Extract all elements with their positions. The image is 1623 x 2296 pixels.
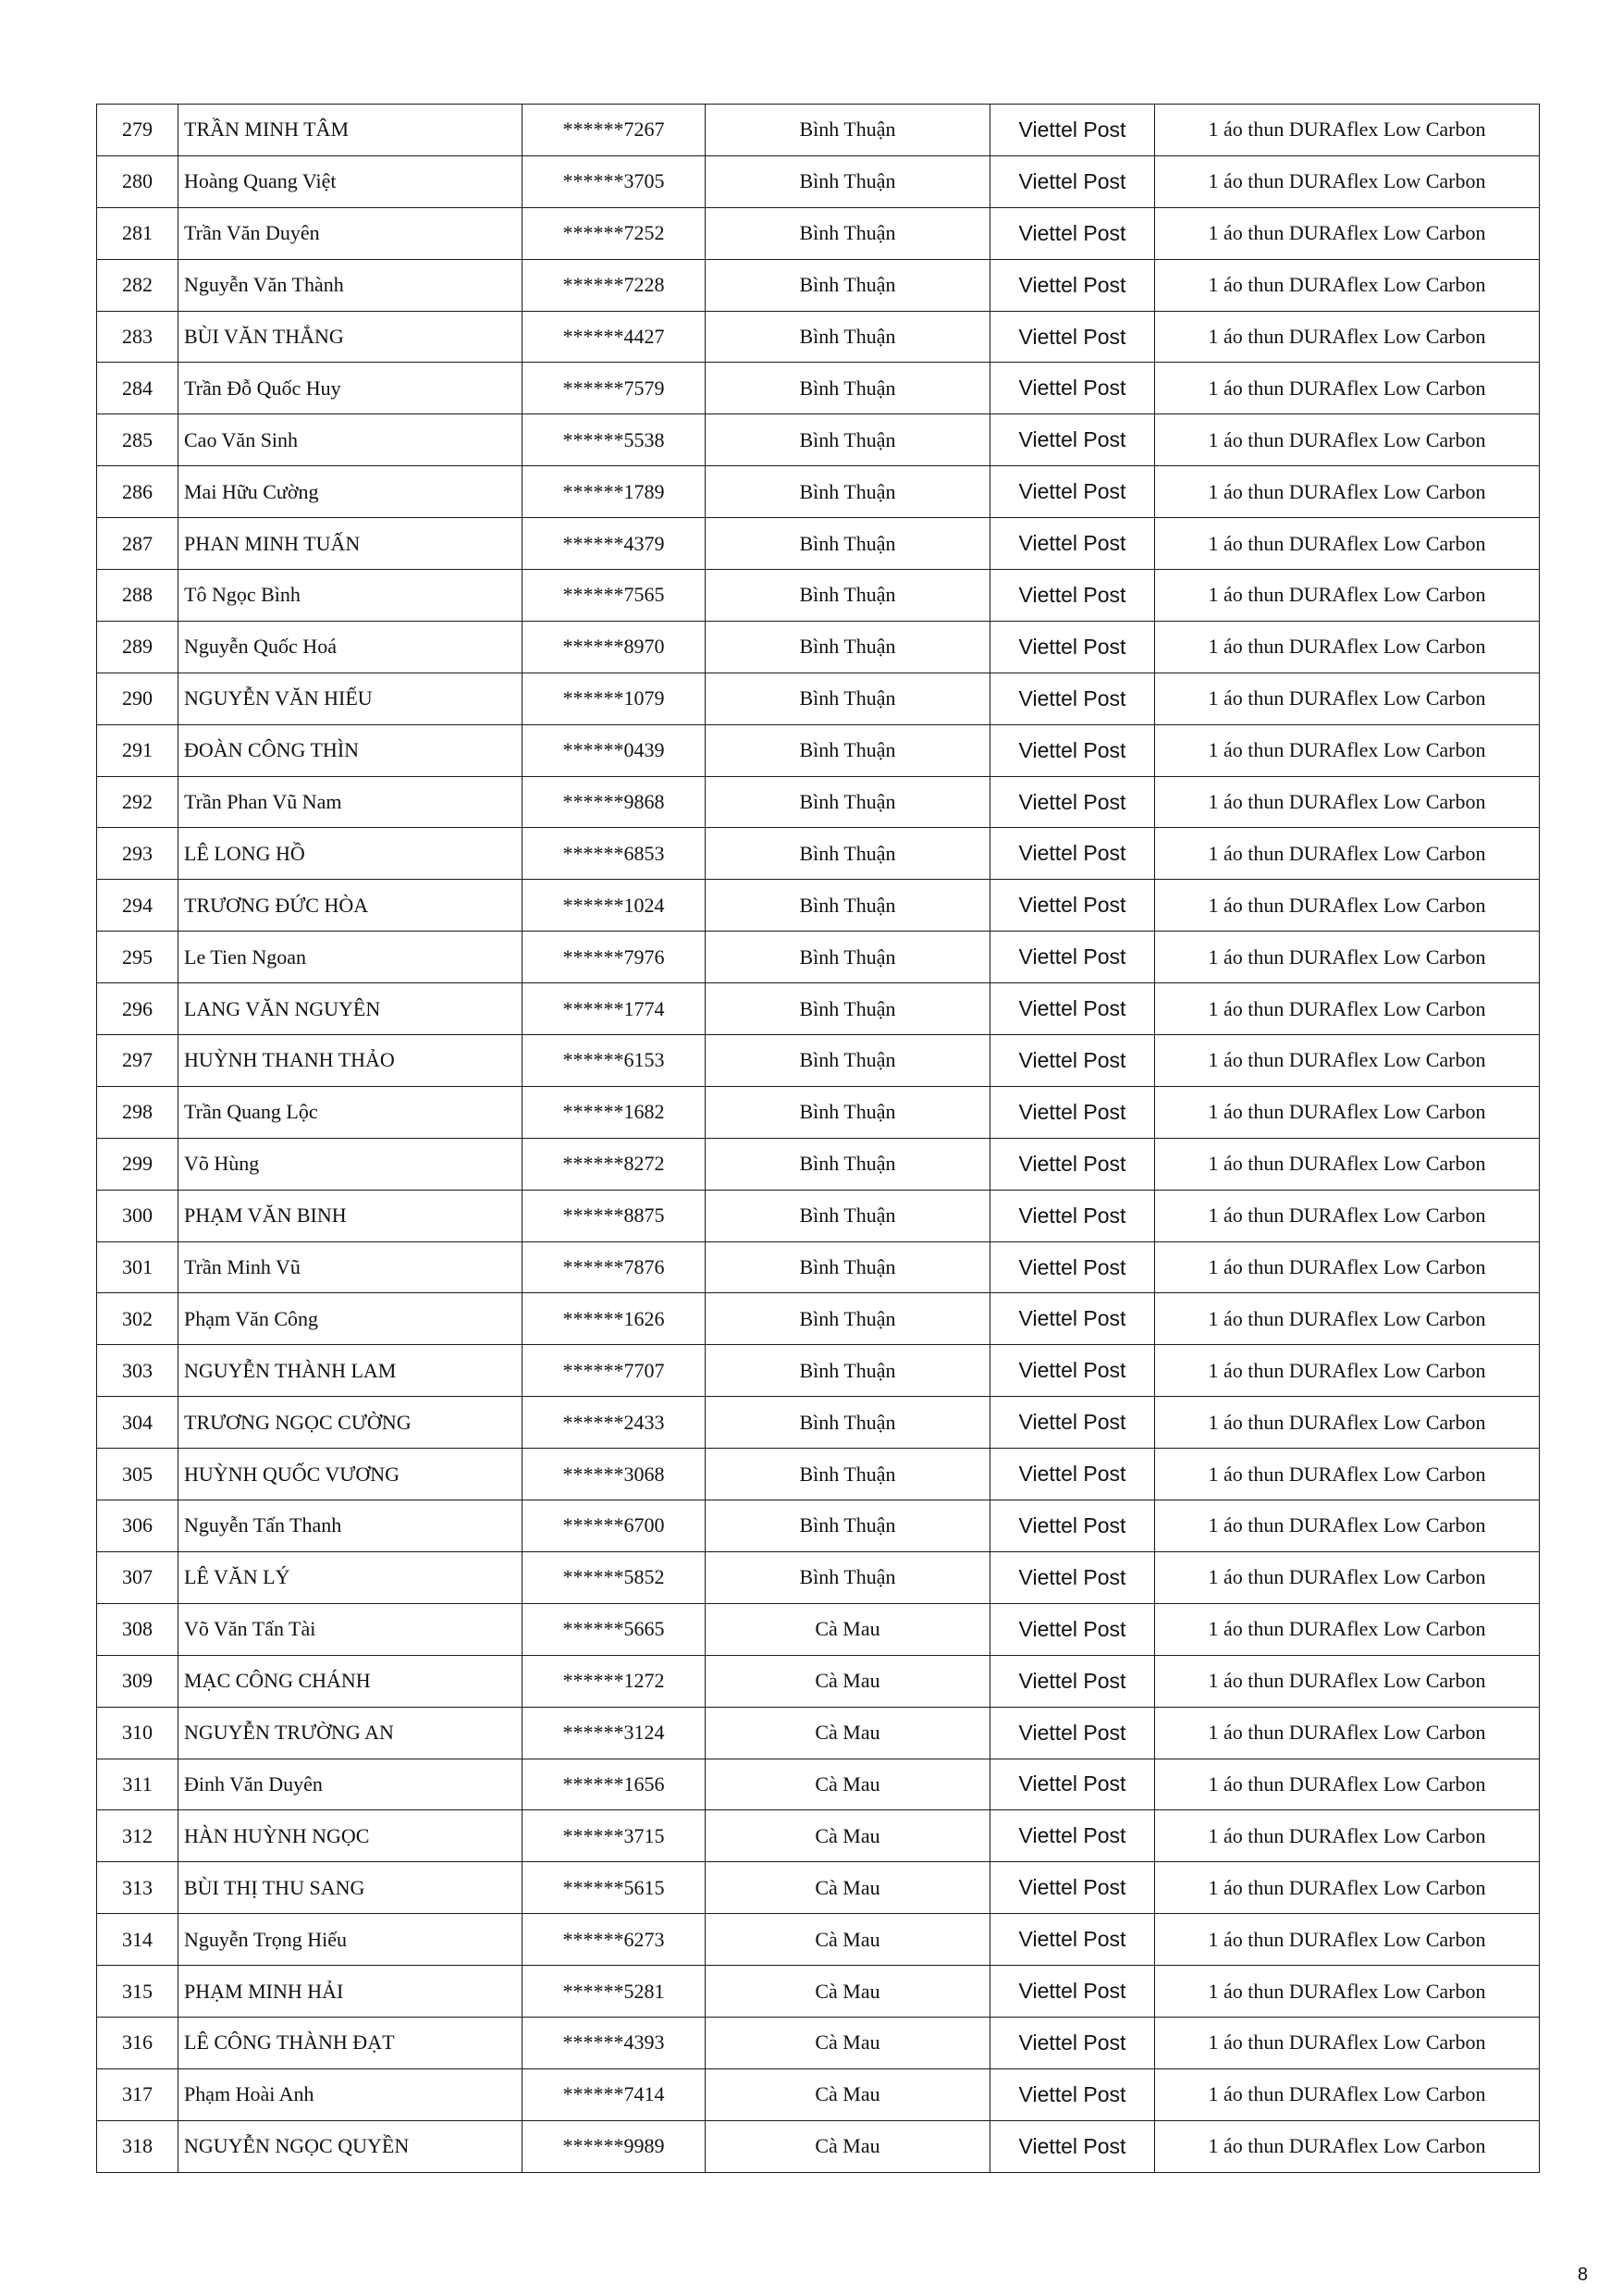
shipping-carrier: Viettel Post — [990, 518, 1155, 570]
province: Bình Thuận — [706, 776, 990, 828]
winners-table-body — [97, 105, 1540, 2173]
prize: 1 áo thun DURAflex Low Carbon — [1155, 1551, 1540, 1603]
shipping-carrier: Viettel Post — [990, 776, 1155, 828]
row-number: 307 — [97, 1551, 178, 1603]
table-row — [97, 2068, 1540, 2120]
province: Bình Thuận — [706, 1035, 990, 1087]
winner-name: Nguyễn Trọng Hiếu — [178, 1914, 523, 1966]
province: Bình Thuận — [706, 105, 990, 156]
masked-phone: ******9989 — [523, 2120, 706, 2172]
prize: 1 áo thun DURAflex Low Carbon — [1155, 1241, 1540, 1293]
row-number: 300 — [97, 1190, 178, 1241]
table-row — [97, 1345, 1540, 1397]
row-number: 294 — [97, 880, 178, 932]
shipping-carrier: Viettel Post — [990, 1500, 1155, 1552]
winner-name: MẠC CÔNG CHÁNH — [178, 1655, 523, 1707]
province: Bình Thuận — [706, 518, 990, 570]
table-row — [97, 1397, 1540, 1449]
province: Cà Mau — [706, 1603, 990, 1655]
winner-name: Le Tien Ngoan — [178, 932, 523, 983]
prize: 1 áo thun DURAflex Low Carbon — [1155, 155, 1540, 207]
table-row — [97, 776, 1540, 828]
table-row — [97, 1190, 1540, 1241]
shipping-carrier: Viettel Post — [990, 724, 1155, 776]
table-row — [97, 259, 1540, 311]
winner-name: Trần Đỗ Quốc Huy — [178, 363, 523, 414]
masked-phone: ******7976 — [523, 932, 706, 983]
masked-phone: ******4393 — [523, 2017, 706, 2068]
province: Bình Thuận — [706, 414, 990, 466]
winner-name: NGUYỄN THÀNH LAM — [178, 1345, 523, 1397]
prize: 1 áo thun DURAflex Low Carbon — [1155, 1190, 1540, 1241]
table-row — [97, 207, 1540, 259]
province: Bình Thuận — [706, 1500, 990, 1552]
shipping-carrier: Viettel Post — [990, 1293, 1155, 1345]
table-row — [97, 311, 1540, 363]
table-row — [97, 1086, 1540, 1138]
winner-name: HUỲNH QUỐC VƯƠNG — [178, 1449, 523, 1500]
row-number: 308 — [97, 1603, 178, 1655]
winner-name: TRƯƠNG NGỌC CƯỜNG — [178, 1397, 523, 1449]
row-number: 281 — [97, 207, 178, 259]
province: Bình Thuận — [706, 311, 990, 363]
winner-name: LANG VĂN NGUYÊN — [178, 983, 523, 1035]
row-number: 309 — [97, 1655, 178, 1707]
prize: 1 áo thun DURAflex Low Carbon — [1155, 1397, 1540, 1449]
shipping-carrier: Viettel Post — [990, 1190, 1155, 1241]
prize: 1 áo thun DURAflex Low Carbon — [1155, 1345, 1540, 1397]
masked-phone: ******6273 — [523, 1914, 706, 1966]
winner-name: ĐOÀN CÔNG THÌN — [178, 724, 523, 776]
table-row — [97, 2120, 1540, 2172]
province: Cà Mau — [706, 2068, 990, 2120]
province: Bình Thuận — [706, 259, 990, 311]
province: Bình Thuận — [706, 570, 990, 622]
table-row — [97, 1241, 1540, 1293]
prize: 1 áo thun DURAflex Low Carbon — [1155, 466, 1540, 518]
masked-phone: ******3715 — [523, 1810, 706, 1862]
row-number: 295 — [97, 932, 178, 983]
winner-name: HUỲNH THANH THẢO — [178, 1035, 523, 1087]
province: Bình Thuận — [706, 1449, 990, 1500]
shipping-carrier: Viettel Post — [990, 1707, 1155, 1759]
masked-phone: ******5852 — [523, 1551, 706, 1603]
shipping-carrier: Viettel Post — [990, 621, 1155, 673]
winner-name: Phạm Văn Công — [178, 1293, 523, 1345]
row-number: 313 — [97, 1862, 178, 1914]
shipping-carrier: Viettel Post — [990, 983, 1155, 1035]
masked-phone: ******9868 — [523, 776, 706, 828]
row-number: 283 — [97, 311, 178, 363]
province: Bình Thuận — [706, 1241, 990, 1293]
row-number: 293 — [97, 828, 178, 880]
row-number: 304 — [97, 1397, 178, 1449]
table-row — [97, 414, 1540, 466]
table-row — [97, 1449, 1540, 1500]
masked-phone: ******5665 — [523, 1603, 706, 1655]
table-row — [97, 724, 1540, 776]
winner-name: Trần Văn Duyên — [178, 207, 523, 259]
winner-name: LÊ LONG HỒ — [178, 828, 523, 880]
winner-name: Võ Hùng — [178, 1138, 523, 1190]
province: Bình Thuận — [706, 828, 990, 880]
province: Bình Thuận — [706, 880, 990, 932]
province: Bình Thuận — [706, 1086, 990, 1138]
masked-phone: ******1774 — [523, 983, 706, 1035]
province: Bình Thuận — [706, 363, 990, 414]
masked-phone: ******7267 — [523, 105, 706, 156]
prize: 1 áo thun DURAflex Low Carbon — [1155, 2017, 1540, 2068]
masked-phone: ******4379 — [523, 518, 706, 570]
province: Cà Mau — [706, 1966, 990, 2018]
province: Cà Mau — [706, 1810, 990, 1862]
winner-name: HÀN HUỲNH NGỌC — [178, 1810, 523, 1862]
table-row — [97, 673, 1540, 724]
province: Bình Thuận — [706, 1293, 990, 1345]
masked-phone: ******3705 — [523, 155, 706, 207]
table-row — [97, 466, 1540, 518]
winner-name: Võ Văn Tấn Tài — [178, 1603, 523, 1655]
province: Bình Thuận — [706, 466, 990, 518]
row-number: 299 — [97, 1138, 178, 1190]
prize: 1 áo thun DURAflex Low Carbon — [1155, 1086, 1540, 1138]
winner-name: Nguyễn Tấn Thanh — [178, 1500, 523, 1552]
prize: 1 áo thun DURAflex Low Carbon — [1155, 724, 1540, 776]
page-number: 8 — [1577, 2265, 1588, 2285]
prize: 1 áo thun DURAflex Low Carbon — [1155, 518, 1540, 570]
shipping-carrier: Viettel Post — [990, 1914, 1155, 1966]
row-number: 301 — [97, 1241, 178, 1293]
row-number: 311 — [97, 1759, 178, 1810]
province: Bình Thuận — [706, 1551, 990, 1603]
prize: 1 áo thun DURAflex Low Carbon — [1155, 621, 1540, 673]
winner-name: NGUYỄN TRƯỜNG AN — [178, 1707, 523, 1759]
province: Cà Mau — [706, 2017, 990, 2068]
shipping-carrier: Viettel Post — [990, 828, 1155, 880]
winner-name: PHAN MINH TUẤN — [178, 518, 523, 570]
shipping-carrier: Viettel Post — [990, 1603, 1155, 1655]
masked-phone: ******8970 — [523, 621, 706, 673]
shipping-carrier: Viettel Post — [990, 1345, 1155, 1397]
shipping-carrier: Viettel Post — [990, 1138, 1155, 1190]
prize: 1 áo thun DURAflex Low Carbon — [1155, 1603, 1540, 1655]
shipping-carrier: Viettel Post — [990, 2017, 1155, 2068]
shipping-carrier: Viettel Post — [990, 880, 1155, 932]
row-number: 306 — [97, 1500, 178, 1552]
row-number: 302 — [97, 1293, 178, 1345]
shipping-carrier: Viettel Post — [990, 259, 1155, 311]
province: Cà Mau — [706, 1914, 990, 1966]
shipping-carrier: Viettel Post — [990, 2120, 1155, 2172]
masked-phone: ******7228 — [523, 259, 706, 311]
shipping-carrier: Viettel Post — [990, 414, 1155, 466]
province: Cà Mau — [706, 1862, 990, 1914]
masked-phone: ******6153 — [523, 1035, 706, 1087]
table-row — [97, 1707, 1540, 1759]
prize: 1 áo thun DURAflex Low Carbon — [1155, 1862, 1540, 1914]
masked-phone: ******7414 — [523, 2068, 706, 2120]
prize: 1 áo thun DURAflex Low Carbon — [1155, 414, 1540, 466]
winner-name: Hoàng Quang Việt — [178, 155, 523, 207]
province: Cà Mau — [706, 1759, 990, 1810]
prize: 1 áo thun DURAflex Low Carbon — [1155, 1655, 1540, 1707]
shipping-carrier: Viettel Post — [990, 1449, 1155, 1500]
table-row — [97, 105, 1540, 156]
winner-name: Mai Hữu Cường — [178, 466, 523, 518]
masked-phone: ******1789 — [523, 466, 706, 518]
prize: 1 áo thun DURAflex Low Carbon — [1155, 828, 1540, 880]
row-number: 287 — [97, 518, 178, 570]
winner-name: Trần Phan Vũ Nam — [178, 776, 523, 828]
row-number: 317 — [97, 2068, 178, 2120]
shipping-carrier: Viettel Post — [990, 311, 1155, 363]
masked-phone: ******1682 — [523, 1086, 706, 1138]
shipping-carrier: Viettel Post — [990, 155, 1155, 207]
province: Bình Thuận — [706, 932, 990, 983]
masked-phone: ******5538 — [523, 414, 706, 466]
winner-name: NGUYỄN NGỌC QUYỀN — [178, 2120, 523, 2172]
winner-name: BÙI THỊ THU SANG — [178, 1862, 523, 1914]
masked-phone: ******3068 — [523, 1449, 706, 1500]
province: Cà Mau — [706, 2120, 990, 2172]
shipping-carrier: Viettel Post — [990, 1035, 1155, 1087]
prize: 1 áo thun DURAflex Low Carbon — [1155, 983, 1540, 1035]
shipping-carrier: Viettel Post — [990, 570, 1155, 622]
masked-phone: ******3124 — [523, 1707, 706, 1759]
shipping-carrier: Viettel Post — [990, 1655, 1155, 1707]
table-row — [97, 1603, 1540, 1655]
prize: 1 áo thun DURAflex Low Carbon — [1155, 1810, 1540, 1862]
row-number: 285 — [97, 414, 178, 466]
winner-name: Nguyễn Văn Thành — [178, 259, 523, 311]
winner-name: NGUYỄN VĂN HIẾU — [178, 673, 523, 724]
row-number: 280 — [97, 155, 178, 207]
shipping-carrier: Viettel Post — [990, 1551, 1155, 1603]
prize: 1 áo thun DURAflex Low Carbon — [1155, 1966, 1540, 2018]
masked-phone: ******7579 — [523, 363, 706, 414]
prize: 1 áo thun DURAflex Low Carbon — [1155, 1138, 1540, 1190]
row-number: 297 — [97, 1035, 178, 1087]
masked-phone: ******1656 — [523, 1759, 706, 1810]
table-row — [97, 621, 1540, 673]
row-number: 315 — [97, 1966, 178, 2018]
prize: 1 áo thun DURAflex Low Carbon — [1155, 1759, 1540, 1810]
shipping-carrier: Viettel Post — [990, 207, 1155, 259]
masked-phone: ******1272 — [523, 1655, 706, 1707]
province: Bình Thuận — [706, 673, 990, 724]
row-number: 312 — [97, 1810, 178, 1862]
table-row — [97, 828, 1540, 880]
row-number: 291 — [97, 724, 178, 776]
row-number: 279 — [97, 105, 178, 156]
winner-name: LÊ CÔNG THÀNH ĐẠT — [178, 2017, 523, 2068]
table-row — [97, 570, 1540, 622]
table-row — [97, 983, 1540, 1035]
prize: 1 áo thun DURAflex Low Carbon — [1155, 1449, 1540, 1500]
table-row — [97, 518, 1540, 570]
province: Bình Thuận — [706, 1190, 990, 1241]
winner-name: Đinh Văn Duyên — [178, 1759, 523, 1810]
prize: 1 áo thun DURAflex Low Carbon — [1155, 1914, 1540, 1966]
shipping-carrier: Viettel Post — [990, 105, 1155, 156]
row-number: 286 — [97, 466, 178, 518]
prize: 1 áo thun DURAflex Low Carbon — [1155, 570, 1540, 622]
prize: 1 áo thun DURAflex Low Carbon — [1155, 880, 1540, 932]
winner-name: Cao Văn Sinh — [178, 414, 523, 466]
prize: 1 áo thun DURAflex Low Carbon — [1155, 1707, 1540, 1759]
shipping-carrier: Viettel Post — [990, 1086, 1155, 1138]
prize: 1 áo thun DURAflex Low Carbon — [1155, 311, 1540, 363]
winner-name: LÊ VĂN LÝ — [178, 1551, 523, 1603]
province: Bình Thuận — [706, 155, 990, 207]
prize: 1 áo thun DURAflex Low Carbon — [1155, 1293, 1540, 1345]
row-number: 288 — [97, 570, 178, 622]
province: Cà Mau — [706, 1655, 990, 1707]
table-row — [97, 1138, 1540, 1190]
table-row — [97, 363, 1540, 414]
province: Bình Thuận — [706, 1345, 990, 1397]
shipping-carrier: Viettel Post — [990, 1759, 1155, 1810]
table-row — [97, 1862, 1540, 1914]
table-row — [97, 1035, 1540, 1087]
prize: 1 áo thun DURAflex Low Carbon — [1155, 1035, 1540, 1087]
province: Bình Thuận — [706, 724, 990, 776]
masked-phone: ******0439 — [523, 724, 706, 776]
table-row — [97, 2017, 1540, 2068]
masked-phone: ******7876 — [523, 1241, 706, 1293]
row-number: 290 — [97, 673, 178, 724]
prize: 1 áo thun DURAflex Low Carbon — [1155, 207, 1540, 259]
table-row — [97, 1966, 1540, 2018]
masked-phone: ******1024 — [523, 880, 706, 932]
table-row — [97, 1500, 1540, 1552]
province: Bình Thuận — [706, 207, 990, 259]
winner-name: Phạm Hoài Anh — [178, 2068, 523, 2120]
row-number: 289 — [97, 621, 178, 673]
prize: 1 áo thun DURAflex Low Carbon — [1155, 2068, 1540, 2120]
province: Bình Thuận — [706, 1397, 990, 1449]
shipping-carrier: Viettel Post — [990, 1810, 1155, 1862]
row-number: 314 — [97, 1914, 178, 1966]
row-number: 310 — [97, 1707, 178, 1759]
masked-phone: ******7707 — [523, 1345, 706, 1397]
prize: 1 áo thun DURAflex Low Carbon — [1155, 673, 1540, 724]
prize: 1 áo thun DURAflex Low Carbon — [1155, 259, 1540, 311]
winner-name: TRƯƠNG ĐỨC HÒA — [178, 880, 523, 932]
masked-phone: ******5281 — [523, 1966, 706, 2018]
prize: 1 áo thun DURAflex Low Carbon — [1155, 363, 1540, 414]
table-row — [97, 1759, 1540, 1810]
row-number: 318 — [97, 2120, 178, 2172]
row-number: 292 — [97, 776, 178, 828]
shipping-carrier: Viettel Post — [990, 1397, 1155, 1449]
masked-phone: ******6853 — [523, 828, 706, 880]
shipping-carrier: Viettel Post — [990, 466, 1155, 518]
masked-phone: ******6700 — [523, 1500, 706, 1552]
row-number: 298 — [97, 1086, 178, 1138]
winner-name: PHẠM VĂN BINH — [178, 1190, 523, 1241]
province: Bình Thuận — [706, 1138, 990, 1190]
table-row — [97, 1551, 1540, 1603]
row-number: 282 — [97, 259, 178, 311]
prize: 1 áo thun DURAflex Low Carbon — [1155, 932, 1540, 983]
table-row — [97, 880, 1540, 932]
prize: 1 áo thun DURAflex Low Carbon — [1155, 105, 1540, 156]
winner-name: Trần Minh Vũ — [178, 1241, 523, 1293]
row-number: 296 — [97, 983, 178, 1035]
row-number: 284 — [97, 363, 178, 414]
masked-phone: ******8272 — [523, 1138, 706, 1190]
winner-name: TRẦN MINH TÂM — [178, 105, 523, 156]
shipping-carrier: Viettel Post — [990, 1862, 1155, 1914]
masked-phone: ******4427 — [523, 311, 706, 363]
prize: 1 áo thun DURAflex Low Carbon — [1155, 2120, 1540, 2172]
table-row — [97, 932, 1540, 983]
table-row — [97, 1914, 1540, 1966]
masked-phone: ******8875 — [523, 1190, 706, 1241]
winner-name: BÙI VĂN THẮNG — [178, 311, 523, 363]
winner-name: PHẠM MINH HẢI — [178, 1966, 523, 2018]
shipping-carrier: Viettel Post — [990, 1966, 1155, 2018]
province: Cà Mau — [706, 1707, 990, 1759]
table-row — [97, 1810, 1540, 1862]
table-row — [97, 1293, 1540, 1345]
masked-phone: ******7565 — [523, 570, 706, 622]
masked-phone: ******1079 — [523, 673, 706, 724]
province: Bình Thuận — [706, 983, 990, 1035]
masked-phone: ******2433 — [523, 1397, 706, 1449]
row-number: 316 — [97, 2017, 178, 2068]
shipping-carrier: Viettel Post — [990, 673, 1155, 724]
winner-name: Trần Quang Lộc — [178, 1086, 523, 1138]
row-number: 305 — [97, 1449, 178, 1500]
masked-phone: ******5615 — [523, 1862, 706, 1914]
table-row — [97, 1655, 1540, 1707]
prize: 1 áo thun DURAflex Low Carbon — [1155, 1500, 1540, 1552]
masked-phone: ******1626 — [523, 1293, 706, 1345]
shipping-carrier: Viettel Post — [990, 1241, 1155, 1293]
winner-name: Nguyễn Quốc Hoá — [178, 621, 523, 673]
province: Bình Thuận — [706, 621, 990, 673]
shipping-carrier: Viettel Post — [990, 932, 1155, 983]
table-row — [97, 155, 1540, 207]
winners-table — [96, 104, 1540, 2173]
winner-name: Tô Ngọc Bình — [178, 570, 523, 622]
prize: 1 áo thun DURAflex Low Carbon — [1155, 776, 1540, 828]
row-number: 303 — [97, 1345, 178, 1397]
shipping-carrier: Viettel Post — [990, 2068, 1155, 2120]
shipping-carrier: Viettel Post — [990, 363, 1155, 414]
masked-phone: ******7252 — [523, 207, 706, 259]
